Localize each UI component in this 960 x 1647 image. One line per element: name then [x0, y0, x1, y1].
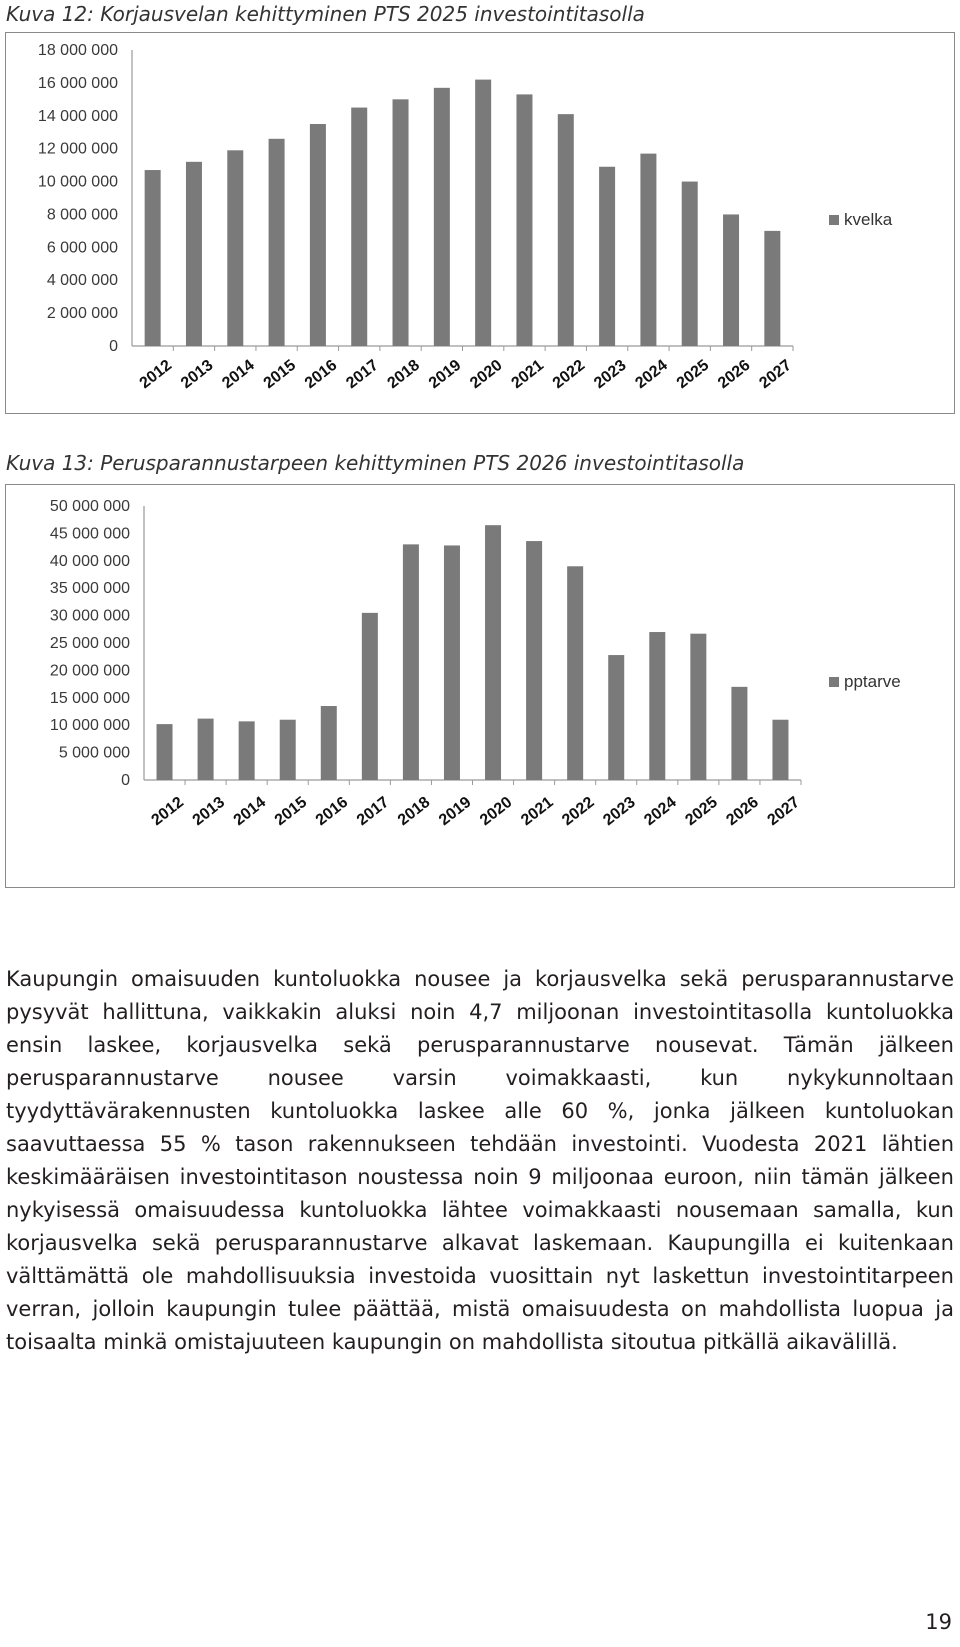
bar-kvelka-2018 — [393, 99, 409, 346]
x-tick-label: 2027 — [764, 793, 803, 830]
figure-12-caption: Kuva 12: Korjausvelan kehittyminen PTS 2025 investointitasolla — [6, 2, 645, 26]
x-tick-label: 2024 — [641, 793, 680, 830]
x-tick-label: 2013 — [177, 356, 217, 393]
x-tick-label: 2019 — [435, 793, 475, 830]
y-tick-label: 10 000 000 — [49, 717, 130, 735]
bar-pptarve-2016 — [321, 706, 337, 780]
bar-kvelka-2017 — [351, 108, 367, 346]
bar-kvelka-2016 — [310, 124, 326, 346]
bar-kvelka-2027 — [764, 231, 780, 346]
bar-kvelka-2025 — [682, 182, 698, 346]
x-tick-label: 2012 — [148, 793, 188, 830]
y-tick-label: 25 000 000 — [49, 635, 130, 652]
x-tick-label: 2019 — [425, 356, 465, 393]
x-tick-label: 2018 — [394, 793, 434, 830]
x-tick-label: 2014 — [219, 356, 258, 393]
bar-pptarve-2027 — [772, 720, 788, 780]
bar-pptarve-2024 — [649, 632, 665, 780]
y-tick-label: 45 000 000 — [49, 525, 130, 543]
bar-kvelka-2012 — [145, 170, 161, 346]
bar-pptarve-2025 — [690, 634, 706, 780]
bar-pptarve-2018 — [403, 544, 419, 780]
x-tick-label: 2021 — [508, 356, 547, 393]
x-tick-label: 2020 — [467, 356, 506, 393]
legend-swatch — [829, 215, 839, 225]
bar-kvelka-2020 — [475, 80, 491, 346]
bar-pptarve-2017 — [362, 613, 378, 780]
x-tick-label: 2022 — [559, 793, 598, 830]
bar-kvelka-2024 — [640, 154, 656, 346]
bar-pptarve-2021 — [526, 541, 542, 780]
x-tick-label: 2018 — [384, 356, 424, 393]
x-tick-label: 2025 — [682, 793, 721, 830]
y-tick-label: 10 000 000 — [37, 173, 118, 191]
body-paragraph: Kaupungin omaisuuden kuntoluokka nousee ja korjausvelka sekä perusparannustarve pysyvät hallittuna, vaikkakin aluksi noin 4,7 miljoonan investointitasolla kuntoluokka ensin laskee, korjausvelka sekä perusparannustarve nousevat. Tämän jälkeen perusparannustarve nousee varsin voimakkaasti, kun nykykunnoltaan tyydyttävärakennusten kuntoluokka laskee alle 60 %, jonka jälkeen kuntoluokan saavuttaessa 55 % tason rakennukseen tehdään investointi. Vuodesta 2021 lähtien keskimääräisen investointitason noustessa noin 9 miljoonaa euroon, niin tämän jälkeen nykyisessä omaisuudessa kuntoluokka lähtee voimakkaasti nousemaan samalla, kun korjausvelka sekä perusparannustarve alkavat laskemaan. Kaupungilla ei kuitenkaan välttämättä ole mahdollisuuksia investoida vuosittain nyt laskettun investointitarpeen verran, jolloin kaupungin tulee päättää, mistä omaisuudesta on mahdollista luopua ja toisaalta minkä omistajuuteen kaupungin on mahdollista sitoutua pitkällä aikavälillä. — [6, 967, 954, 1354]
y-tick-label: 5 000 000 — [58, 744, 130, 762]
x-tick-label: 2021 — [518, 793, 557, 830]
bar-kvelka-2014 — [227, 150, 243, 346]
y-tick-label: 35 000 000 — [49, 580, 130, 598]
bar-pptarve-2019 — [444, 545, 460, 780]
bar-pptarve-2022 — [567, 566, 583, 780]
x-tick-label: 2026 — [715, 356, 754, 393]
bar-kvelka-2022 — [558, 114, 574, 346]
legend-label: pptarve — [844, 672, 901, 691]
y-tick-label: 20 000 000 — [49, 662, 130, 680]
page-number: 19 — [925, 1610, 952, 1634]
bar-pptarve-2012 — [157, 724, 173, 780]
bar-pptarve-2020 — [485, 525, 501, 780]
bar-pptarve-2026 — [731, 687, 747, 780]
x-tick-label: 2012 — [136, 356, 176, 393]
y-tick-label: 40 000 000 — [49, 552, 130, 570]
korjausvelka-bar-chart — [6, 33, 953, 412]
y-tick-label: 8 000 000 — [46, 206, 118, 224]
x-tick-label: 2027 — [756, 356, 795, 393]
y-tick-label: 12 000 000 — [37, 140, 118, 158]
chart-korjausvelka — [5, 32, 955, 414]
bar-kvelka-2021 — [516, 94, 532, 346]
bar-kvelka-2013 — [186, 162, 202, 346]
x-tick-label: 2013 — [189, 793, 229, 830]
figure-13-caption: Kuva 13: Perusparannustarpeen kehittyminen PTS 2026 investointitasolla — [6, 451, 745, 475]
x-tick-label: 2016 — [301, 356, 341, 393]
x-tick-label: 2015 — [271, 793, 311, 830]
x-tick-label: 2016 — [312, 793, 352, 830]
x-tick-label: 2020 — [477, 793, 516, 830]
perusparannustarve-bar-chart — [6, 485, 953, 886]
x-tick-label: 2015 — [260, 356, 300, 393]
bar-kvelka-2026 — [723, 214, 739, 346]
y-tick-label: 16 000 000 — [37, 74, 118, 92]
legend-label: kvelka — [844, 210, 893, 229]
x-tick-label: 2025 — [673, 356, 713, 393]
bar-kvelka-2019 — [434, 88, 450, 346]
y-tick-label: 0 — [121, 772, 130, 789]
x-tick-label: 2022 — [549, 356, 589, 393]
x-tick-label: 2024 — [632, 356, 671, 393]
y-tick-label: 14 000 000 — [37, 107, 118, 125]
bar-kvelka-2015 — [269, 139, 285, 346]
y-tick-label: 6 000 000 — [46, 239, 118, 257]
bar-pptarve-2014 — [239, 721, 255, 780]
x-tick-label: 2014 — [230, 793, 270, 830]
bar-kvelka-2023 — [599, 167, 615, 346]
y-tick-label: 4 000 000 — [46, 272, 118, 290]
y-tick-label: 30 000 000 — [49, 607, 130, 625]
bar-pptarve-2023 — [608, 655, 624, 780]
x-tick-label: 2017 — [343, 356, 382, 393]
y-tick-label: 2 000 000 — [46, 305, 118, 323]
bar-pptarve-2013 — [198, 719, 214, 780]
y-tick-label: 50 000 000 — [49, 498, 130, 515]
y-tick-label: 15 000 000 — [49, 689, 130, 707]
bar-pptarve-2015 — [280, 720, 296, 780]
y-tick-label: 0 — [109, 338, 118, 355]
x-tick-label: 2026 — [723, 793, 762, 830]
y-tick-label: 18 000 000 — [37, 42, 118, 59]
x-tick-label: 2017 — [353, 793, 393, 830]
x-tick-label: 2023 — [600, 793, 639, 830]
chart-perusparannustarve — [5, 484, 955, 888]
x-tick-label: 2023 — [591, 356, 630, 393]
legend-swatch — [829, 677, 839, 687]
